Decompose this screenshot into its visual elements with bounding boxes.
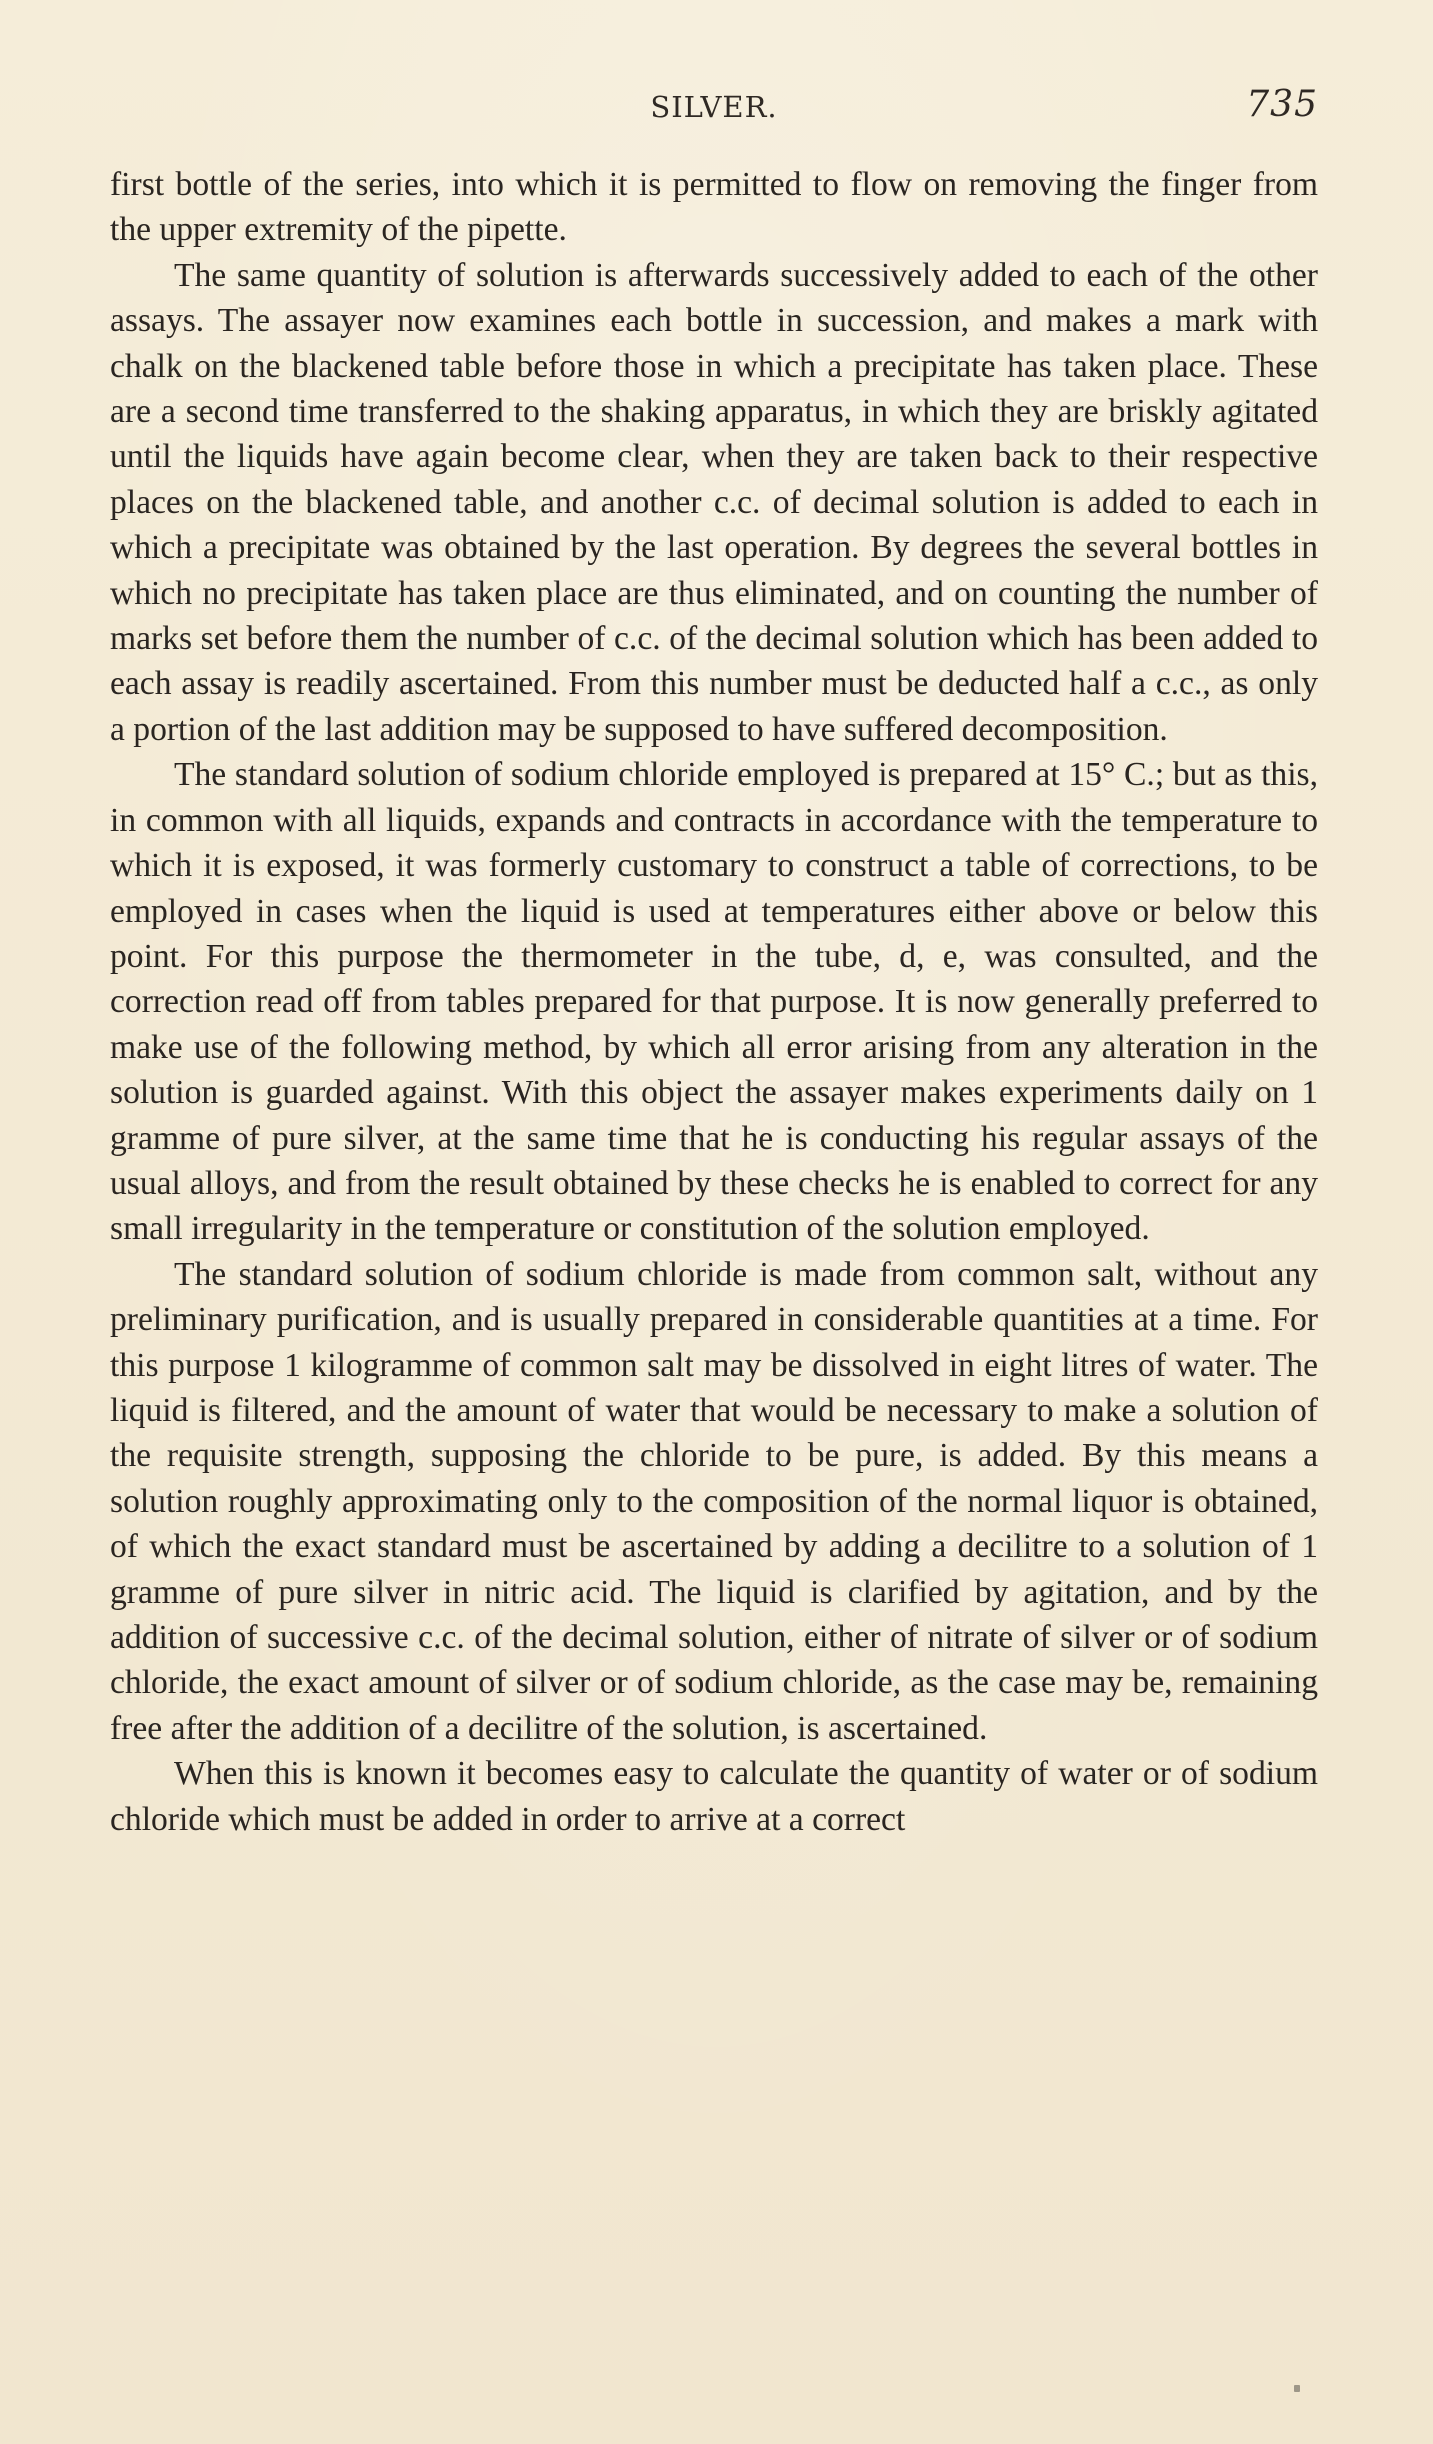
body-text <box>110 162 1318 1842</box>
ink-speck <box>1294 2385 1300 2392</box>
running-head <box>110 86 1318 136</box>
paragraph-3: The standard solution of sodium chloride employed is prepared at 15° C.; but as this, in common with all liquids, expands and contracts in accordance with the temperature to which it is exposed, it was formerly customary to construct a table of corrections, to be employed in cases when the liquid is used at temperatures either above or below this point. For this purpose the thermometer in the tube, d, e, was consulted, and the correction read off from tables prepared for that purpose. It is now generally preferred to make use of the following method, by which all error arising from any alteration in the solution is guarded against. With this object the assayer makes experiments daily on 1 gramme of pure silver, at the same time that he is conducting his regular assays of the usual alloys, and from the result obtained by these checks he is enabled to correct for any small irregularity in the temperature or constitution of the solution employed. <box>110 756 1318 1248</box>
paragraph-2: The same quantity of solution is afterwards successively added to each of the other assays. The assayer now examines each bottle in succession, and makes a mark with chalk on the blackened table before those in which a precipitate has taken place. These are a second time transferred to the shaking apparatus, in which they are briskly agitated until the liquids have again become clear, when they are taken back to their respective places on the blackened table, and another c.c. of decimal solution is added to each in which a precipitate was obtained by the last operation. By degrees the several bottles in which no precipitate has taken place are thus eliminated, and on counting the number of marks set before them the number of c.c. of the decimal solution which has been added to each assay is readily ascertained. From this number must be deducted half a c.c., as only a portion of the last addition may be supposed to have suffered decomposition. <box>110 256 1318 748</box>
paragraph-5: When this is known it becomes easy to calculate the quantity of water or of sodium chloride which must be added in order to arrive at a correct <box>110 1755 1318 1838</box>
page-number: 735 <box>1246 84 1318 125</box>
paragraph-4: The standard solution of sodium chloride is made from common salt, without any preliminary purification, and is usually prepared in considerable quantities at a time. For this purpose 1 kilogramme of common salt may be dissolved in eight litres of water. The liquid is filtered, and the amount of water that would be necessary to make a solution of the requisite strength, supposing the chloride to be pure, is added. By this means a solution roughly approximating only to the composition of the normal liquor is obtained, of which the exact standard must be ascertained by adding a decilitre to a solution of 1 gramme of pure silver in nitric acid. The liquid is clarified by agitation, and by the addition of successive c.c. of the decimal solution, either of nitrate of silver or of sodium chloride, the exact amount of silver or of sodium chloride, as the case may be, remaining free after the addition of a decilitre of the solution, is ascertained. <box>110 1255 1318 1747</box>
running-title: SILVER. <box>650 90 778 124</box>
paragraph-1: first bottle of the series, into which it is permitted to flow on removing the finger from the upper extremity of the pipette. <box>110 166 1318 249</box>
